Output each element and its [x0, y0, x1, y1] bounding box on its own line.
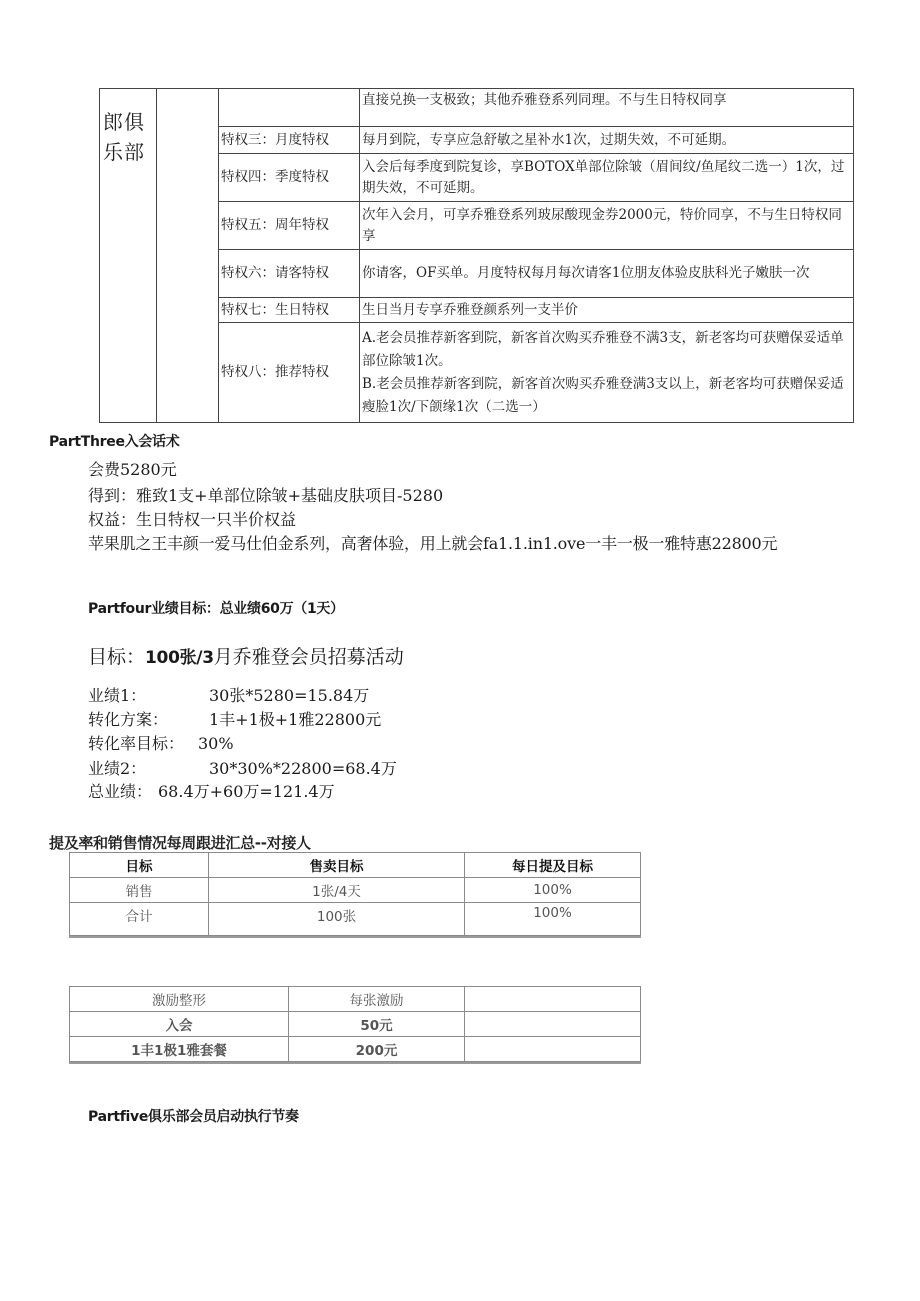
privilege-name: 特权六：请客特权 — [219, 250, 360, 298]
part-three-line: 权益：生日特权一只半价权益 — [88, 510, 297, 529]
privilege-name: 特权八：推荐特权 — [219, 323, 360, 423]
table-cell: 1张/4天 — [209, 878, 465, 903]
table-cell: 销售 — [70, 878, 209, 903]
part-five-heading: Partfive俱乐部会员启动执行节奏 — [88, 1109, 299, 1125]
privilege-name — [219, 89, 360, 127]
tracking-table — [69, 852, 641, 936]
goal-suffix: 月乔雅登会员招募活动 — [213, 646, 404, 668]
club-label-line-1: 郎俱 — [103, 110, 145, 134]
club-label-cell — [100, 89, 157, 423]
perf-value: 30% — [198, 734, 234, 753]
table-cell: 50元 — [289, 1012, 465, 1037]
privilege-desc: 每月到院，专享应急舒敏之星补水1次，过期失效，不可延期。 — [360, 127, 854, 154]
table-cell: 100% — [465, 878, 641, 903]
part-three-line: 苹果肌之王丰颜一爱马仕伯金系列，高奢体验，用上就会fa1.1.in1.ove一丰一极一雅特惠22800元 — [88, 534, 778, 553]
privilege-desc: 入会后每季度到院复诊，享BOTOX单部位除皱（眉间纹/鱼尾纹二选一）1次，过期失效，不可延期。 — [360, 154, 854, 202]
table-cell — [465, 987, 641, 1012]
privilege-desc: 你请客，OF买单。月度特权每月每次请客1位朋友体验皮肤科光子嫩肤一次 — [360, 250, 854, 298]
table-cell: 每张激励 — [289, 987, 465, 1012]
privilege-desc — [360, 323, 854, 423]
empty-cell — [157, 89, 219, 423]
table-cell — [465, 1037, 641, 1062]
incentive-table — [69, 986, 641, 1062]
goal-prefix: 目标： — [88, 646, 146, 668]
perf-value: 1丰+1极+1雅22800元 — [209, 710, 382, 729]
part-three-line: 得到：雅致1支+单部位除皱+基础皮肤项目-5280 — [88, 486, 444, 505]
goal-line — [88, 645, 404, 670]
part-three-line: 会费5280元 — [88, 460, 177, 479]
privilege-desc: 生日当月专享乔雅登颜系列一支半价 — [360, 298, 854, 323]
table-cell: 100张 — [209, 903, 465, 936]
table-cell — [465, 1012, 641, 1037]
privilege-desc: 直接兑换一支极致；其他乔雅登系列同理。不与生日特权同享 — [360, 89, 854, 127]
perf-label: 转化率目标： — [88, 734, 185, 753]
perf-label: 业绩1： — [88, 686, 147, 705]
privilege-name: 特权七：生日特权 — [219, 298, 360, 323]
perf-value: 30张*5280=15.84万 — [209, 686, 370, 705]
perf-label: 业绩2： — [88, 759, 147, 778]
table-header: 目标 — [70, 853, 209, 878]
table-cell: 入会 — [70, 1012, 289, 1037]
privilege-name: 特权四：季度特权 — [219, 154, 360, 202]
perf-label: 总业绩： — [88, 782, 153, 801]
part-four-heading: Partfour业绩目标：总业绩60万（1天） — [88, 601, 344, 617]
tracking-heading: 提及率和销售情况每周跟进汇总--对接人 — [49, 834, 311, 852]
table-header: 售卖目标 — [209, 853, 465, 878]
perf-value: 68.4万+60万=121.4万 — [158, 782, 335, 801]
privilege-desc-b: B.老会员推荐新客到院，新客首次购买乔雅登满3支以上，新老客均可获赠保妥适瘦脸1次/下颌缘1次（二选一） — [362, 375, 844, 415]
privilege-name: 特权三：月度特权 — [219, 127, 360, 154]
part-three-heading: PartThree入会话术 — [49, 434, 180, 450]
perf-value: 30*30%*22800=68.4万 — [209, 759, 397, 778]
privileges-table — [99, 88, 854, 423]
privilege-name: 特权五：周年特权 — [219, 202, 360, 250]
privilege-desc-a: A.老会员推荐新客到院，新客首次购买乔雅登不满3支，新老客均可获赠保妥适单部位除皱1次。 — [362, 329, 844, 369]
goal-bold: 100张/3 — [145, 648, 214, 668]
table-cell: 合计 — [70, 903, 209, 936]
privilege-desc: 次年入会月，可享乔雅登系列玻尿酸现金券2000元，特价同享，不与生日特权同享 — [360, 202, 854, 250]
perf-label: 转化方案： — [88, 710, 169, 729]
table-cell: 200元 — [289, 1037, 465, 1062]
club-label-line-2: 乐部 — [103, 140, 145, 164]
table-cell: 100% — [465, 903, 641, 936]
table-header: 每日提及目标 — [465, 853, 641, 878]
table-cell: 1丰1极1雅套餐 — [70, 1037, 289, 1062]
table-cell: 激励整形 — [70, 987, 289, 1012]
